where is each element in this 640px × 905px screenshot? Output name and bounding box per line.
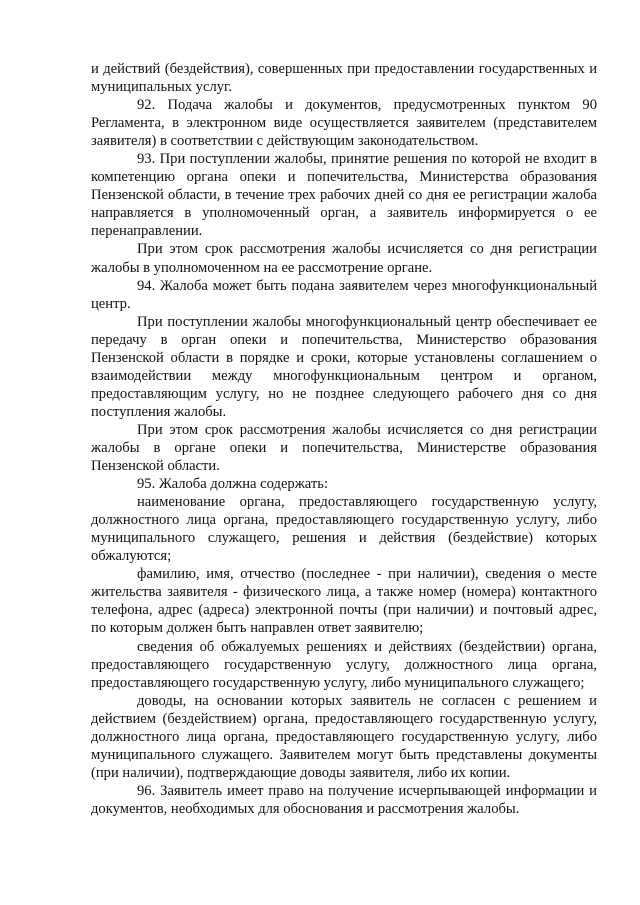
document-page: [91, 60, 597, 818]
paragraph-92: 92. Подача жалобы и документов, предусмотренных пунктом 90 Регламента, в электронном виде осуществляется заявителем (представителем заявителя) в соответствии с действующим законодательством.: [91, 97, 597, 150]
paragraph-95: 95. Жалоба должна содержать:: [137, 476, 328, 493]
paragraph-93: 93. При поступлении жалобы, принятие решения по которой не входит в компетенцию органа опеки и попечительства, Министерства образования Пензенской области, в течение трех рабочих дней со дня ее регистрации жалоба направляется в уполномоченный орган, а заявитель информируется о ее перенаправлении.: [91, 151, 597, 240]
paragraph-continuation: и действий (бездействия), совершенных при предоставлении государственных и муниципальных услуг.: [91, 61, 597, 96]
paragraph-95-item-2: фамилию, имя, отчество (последнее - при наличии), сведения о месте жительства заявителя - физического лица, а также номер (номера) контактного телефона, адрес (адреса) электронной почты (при наличии) и почтовый адрес, по которым должен быть направлен ответ заявителю;: [91, 566, 597, 637]
paragraph-93-note: При этом срок рассмотрения жалобы исчисляется со дня регистрации жалобы в уполномоченном на ее рассмотрение органе.: [91, 241, 597, 276]
paragraph-96: 96. Заявитель имеет право на получение исчерпывающей информации и документов, необходимых для обоснования и рассмотрения жалобы.: [91, 782, 597, 817]
paragraph-95-item-3: сведения об обжалуемых решениях и действиях (бездействии) органа, предоставляющего государственную услугу, должностного лица органа, предоставляющего государственную услугу, либо муниципального служащего;: [91, 638, 597, 691]
paragraph-94: 94. Жалоба может быть подана заявителем через многофункциональный центр.: [91, 277, 597, 312]
paragraph-95-item-4: доводы, на основании которых заявитель не согласен с решением и действием (бездействием) органа, предоставляющего государственную услугу, должностного лица органа, предоставляющего государственную услугу, либо муниципального служащего. Заявителем могут быть представлены документы (при наличии), подтверждающие доводы заявителя, либо их копии.: [91, 692, 597, 781]
paragraph-95-item-1: наименование органа, предоставляющего государственную услугу, должностного лица органа, предоставляющего государственную услугу, либо муниципального служащего, решения и действия (бездействие) которых обжалуются;: [91, 494, 597, 565]
paragraph-94-note: При этом срок рассмотрения жалобы исчисляется со дня регистрации жалобы в органе опеки и попечительства, Министерстве образования Пензенской области.: [91, 421, 597, 475]
paragraph-94-mfc: При поступлении жалобы многофункциональный центр обеспечивает ее передачу в орган опеки и попечительства, Министерство образования Пензенской области в порядке и сроки, которые установлены соглашением о взаимодействии между многофункциональным центром и органом, предоставляющим услугу, но не позднее следующего рабочего дня со дня поступления жалобы.: [91, 313, 597, 420]
